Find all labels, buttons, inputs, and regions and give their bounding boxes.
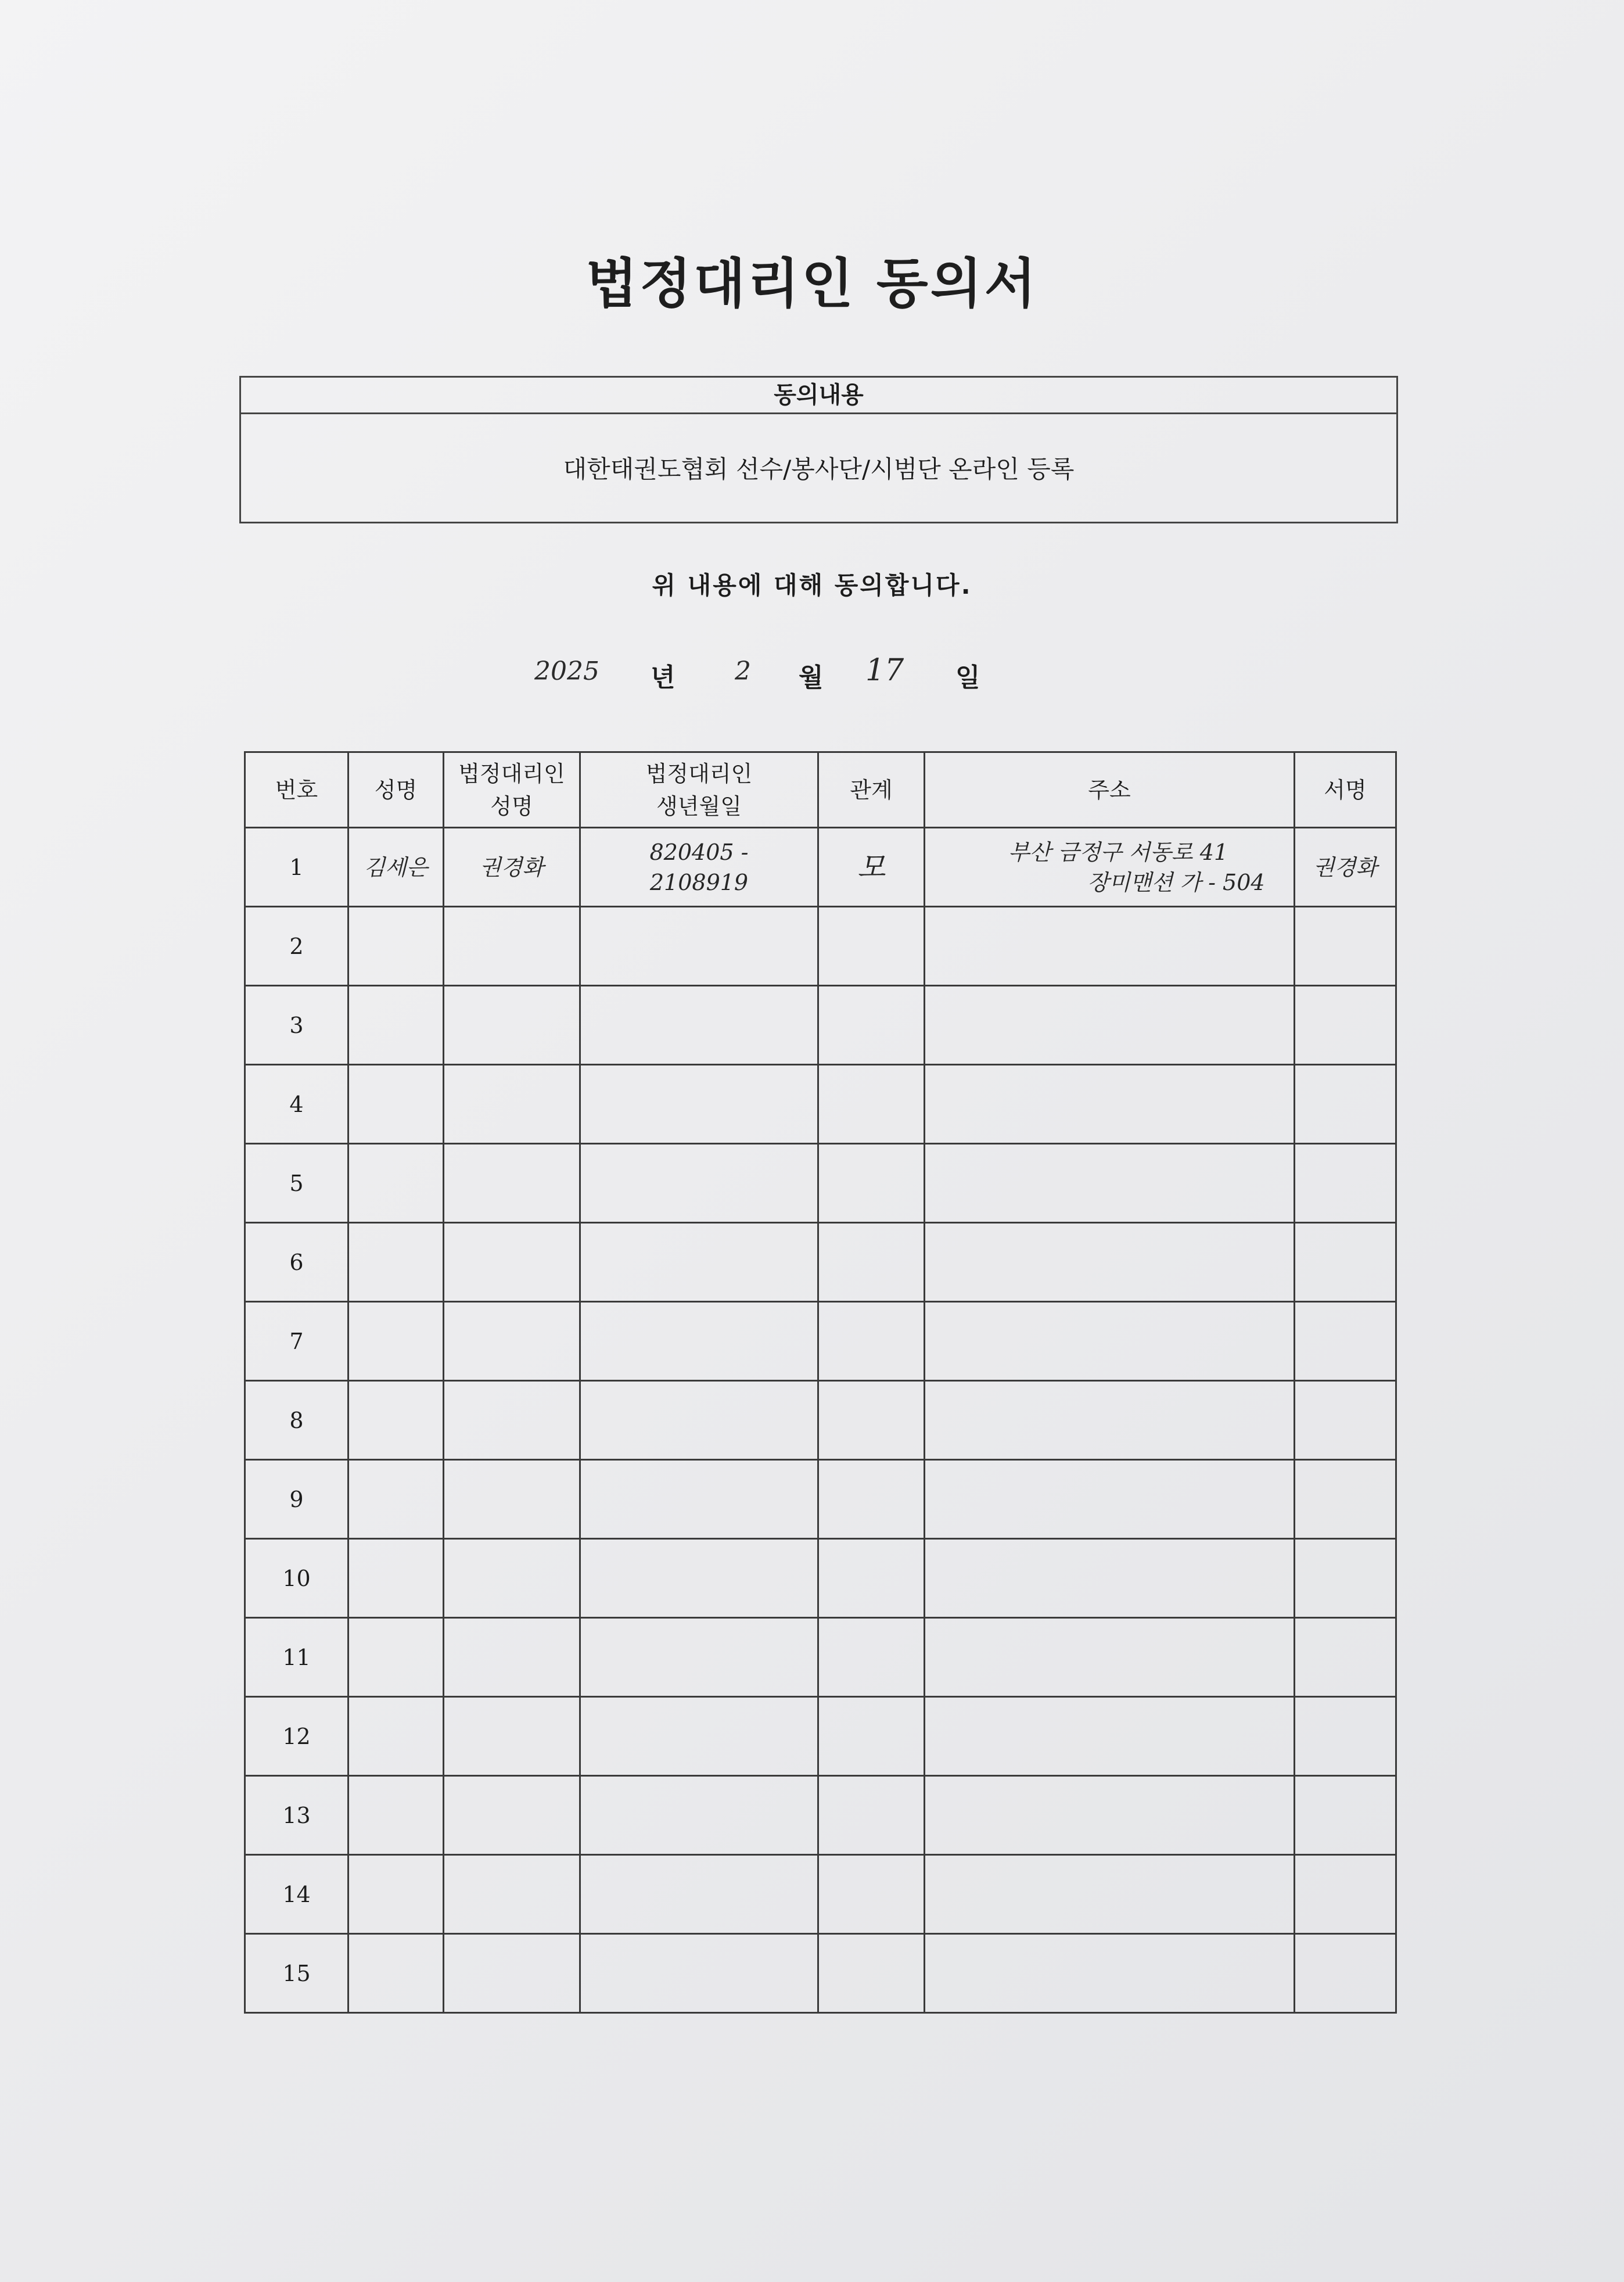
row-number: 3: [245, 986, 348, 1065]
row-address-line1: 부산 금정구 서동로 41: [1008, 839, 1228, 865]
row-guardian-birth: [580, 1302, 818, 1381]
consent-heading: 동의내용: [241, 378, 1396, 414]
row-guardian-name: [444, 1065, 580, 1144]
row-guardian-birth: [580, 1144, 818, 1223]
table-row: [245, 1776, 1396, 1855]
row-guardian-name: [444, 1460, 580, 1539]
row-number: 7: [245, 1302, 348, 1381]
row-address: [925, 1065, 1295, 1144]
row-signature: [1295, 1776, 1396, 1855]
table-row: [245, 1460, 1396, 1539]
row-address: [925, 1934, 1295, 2013]
row-address: [925, 986, 1295, 1065]
document-title: 법정대리인 동의서: [585, 253, 1039, 315]
row-number: 6: [245, 1223, 348, 1302]
header-guardian-name-line1: 법정대리인: [458, 760, 565, 787]
row-name: [348, 1223, 444, 1302]
table-row: [245, 1144, 1396, 1223]
row-guardian-name: [444, 986, 580, 1065]
row-birth-line1: 820405 -: [649, 839, 749, 865]
row-name: [348, 986, 444, 1065]
table-row: [245, 1618, 1396, 1697]
row-guardian-name: [444, 1776, 580, 1855]
table-row: [245, 907, 1396, 986]
date-day-unit: 일: [955, 663, 980, 693]
row-guardian-name: [444, 1855, 580, 1934]
header-address: 주소: [925, 752, 1295, 828]
row-number: 15: [245, 1934, 348, 2013]
row-guardian-birth: [580, 986, 818, 1065]
row-number: 10: [245, 1539, 348, 1618]
row-signature: [1295, 1144, 1396, 1223]
row-relation: [818, 1776, 925, 1855]
row-relation: 모: [818, 828, 925, 907]
row-signature: [1295, 986, 1396, 1065]
row-relation: [818, 1618, 925, 1697]
header-guardian-birth: [580, 752, 818, 828]
row-name: [348, 1144, 444, 1223]
row-name: [348, 1065, 444, 1144]
row-signature: [1295, 1697, 1396, 1776]
row-relation: [818, 1539, 925, 1618]
consent-box: [239, 376, 1398, 523]
row-name: [348, 1460, 444, 1539]
row-signature: [1295, 1381, 1396, 1460]
consent-content: 대한태권도협회 선수/봉사단/시범단 온라인 등록: [563, 455, 1075, 483]
row-relation: [818, 986, 925, 1065]
header-relation: 관계: [818, 752, 925, 828]
row-guardian-birth: [580, 1381, 818, 1460]
table-row: [245, 1065, 1396, 1144]
date-row: [534, 651, 1057, 697]
row-signature: [1295, 1302, 1396, 1381]
row-address: [925, 1144, 1295, 1223]
table-row: [245, 1697, 1396, 1776]
row-name: [348, 907, 444, 986]
row-address: [925, 1697, 1295, 1776]
row-guardian-birth: [580, 1934, 818, 2013]
row-relation: [818, 1223, 925, 1302]
row-relation: [818, 1144, 925, 1223]
table-row: [245, 1934, 1396, 2013]
row-guardian-name: 권경화: [444, 828, 580, 907]
row-number: 14: [245, 1855, 348, 1934]
header-guardian-name: [444, 752, 580, 828]
row-guardian-birth: [580, 1697, 818, 1776]
row-guardian-birth: [580, 1618, 818, 1697]
row-guardian-name: [444, 907, 580, 986]
row-name: [348, 1776, 444, 1855]
table-row: [245, 1223, 1396, 1302]
row-signature: [1295, 1934, 1396, 2013]
row-name: [348, 1302, 444, 1381]
row-signature: 권경화: [1295, 828, 1396, 907]
row-guardian-birth: [580, 1855, 818, 1934]
header-guardian-name-line2: 성명: [490, 793, 533, 819]
row-number: 13: [245, 1776, 348, 1855]
date-day: 17: [865, 653, 904, 688]
row-number: 9: [245, 1460, 348, 1539]
row-address-line2: 장미맨션 가 - 504: [1087, 869, 1265, 895]
date-year: 2025: [534, 656, 599, 686]
header-signature: 서명: [1295, 752, 1396, 828]
row-signature: [1295, 1223, 1396, 1302]
row-guardian-birth: [580, 907, 818, 986]
row-name: [348, 1618, 444, 1697]
row-guardian-birth: [580, 828, 818, 907]
row-guardian-name: [444, 1618, 580, 1697]
row-birth-line2: 2108919: [649, 869, 749, 895]
agree-statement: 위 내용에 대해 동의합니다.: [652, 571, 972, 600]
row-guardian-name: [444, 1697, 580, 1776]
row-address: [925, 1618, 1295, 1697]
date-month: 2: [735, 656, 751, 686]
row-relation: [818, 1065, 925, 1144]
row-name: [348, 1934, 444, 2013]
row-guardian-birth: [580, 1539, 818, 1618]
row-address: [925, 1539, 1295, 1618]
row-address: [925, 1460, 1295, 1539]
row-address: [925, 907, 1295, 986]
row-guardian-name: [444, 1223, 580, 1302]
row-relation: [818, 1460, 925, 1539]
date-month-unit: 월: [799, 663, 824, 693]
row-relation: [818, 1697, 925, 1776]
row-address: [925, 828, 1295, 907]
row-address: [925, 1223, 1295, 1302]
row-guardian-name: [444, 1539, 580, 1618]
header-no: 번호: [245, 752, 348, 828]
row-guardian-birth: [580, 1065, 818, 1144]
row-guardian-name: [444, 1144, 580, 1223]
table-row: [245, 1302, 1396, 1381]
row-signature: [1295, 1539, 1396, 1618]
row-signature: [1295, 1065, 1396, 1144]
row-relation: [818, 1302, 925, 1381]
row-signature: [1295, 907, 1396, 986]
row-signature: [1295, 1460, 1396, 1539]
header-guardian-birth-line2: 생년월일: [656, 793, 742, 819]
row-guardian-birth: [580, 1776, 818, 1855]
row-relation: [818, 1934, 925, 2013]
row-guardian-name: [444, 1934, 580, 2013]
header-guardian-birth-line1: 법정대리인: [645, 760, 753, 787]
row-relation: [818, 907, 925, 986]
row-guardian-name: [444, 1302, 580, 1381]
row-address: [925, 1302, 1295, 1381]
row-name: 김세은: [348, 828, 444, 907]
table-row: [245, 828, 1396, 907]
row-name: [348, 1697, 444, 1776]
row-guardian-birth: [580, 1223, 818, 1302]
row-signature: [1295, 1618, 1396, 1697]
row-number: 12: [245, 1697, 348, 1776]
row-address: [925, 1776, 1295, 1855]
row-name: [348, 1381, 444, 1460]
row-number: 11: [245, 1618, 348, 1697]
row-number: 1: [245, 828, 348, 907]
table-row: [245, 1539, 1396, 1618]
header-name: 성명: [348, 752, 444, 828]
row-relation: [818, 1381, 925, 1460]
row-number: 2: [245, 907, 348, 986]
table-row: [245, 1381, 1396, 1460]
table-header-row: [245, 752, 1396, 828]
table-row: [245, 986, 1396, 1065]
row-address: [925, 1381, 1295, 1460]
row-number: 8: [245, 1381, 348, 1460]
table-row: [245, 1855, 1396, 1934]
row-name: [348, 1855, 444, 1934]
row-address: [925, 1855, 1295, 1934]
row-number: 5: [245, 1144, 348, 1223]
row-number: 4: [245, 1065, 348, 1144]
row-guardian-name: [444, 1381, 580, 1460]
row-signature: [1295, 1855, 1396, 1934]
row-guardian-birth: [580, 1460, 818, 1539]
date-year-unit: 년: [651, 663, 676, 693]
row-relation: [818, 1855, 925, 1934]
row-name: [348, 1539, 444, 1618]
guardian-roster-table: [244, 751, 1397, 2014]
